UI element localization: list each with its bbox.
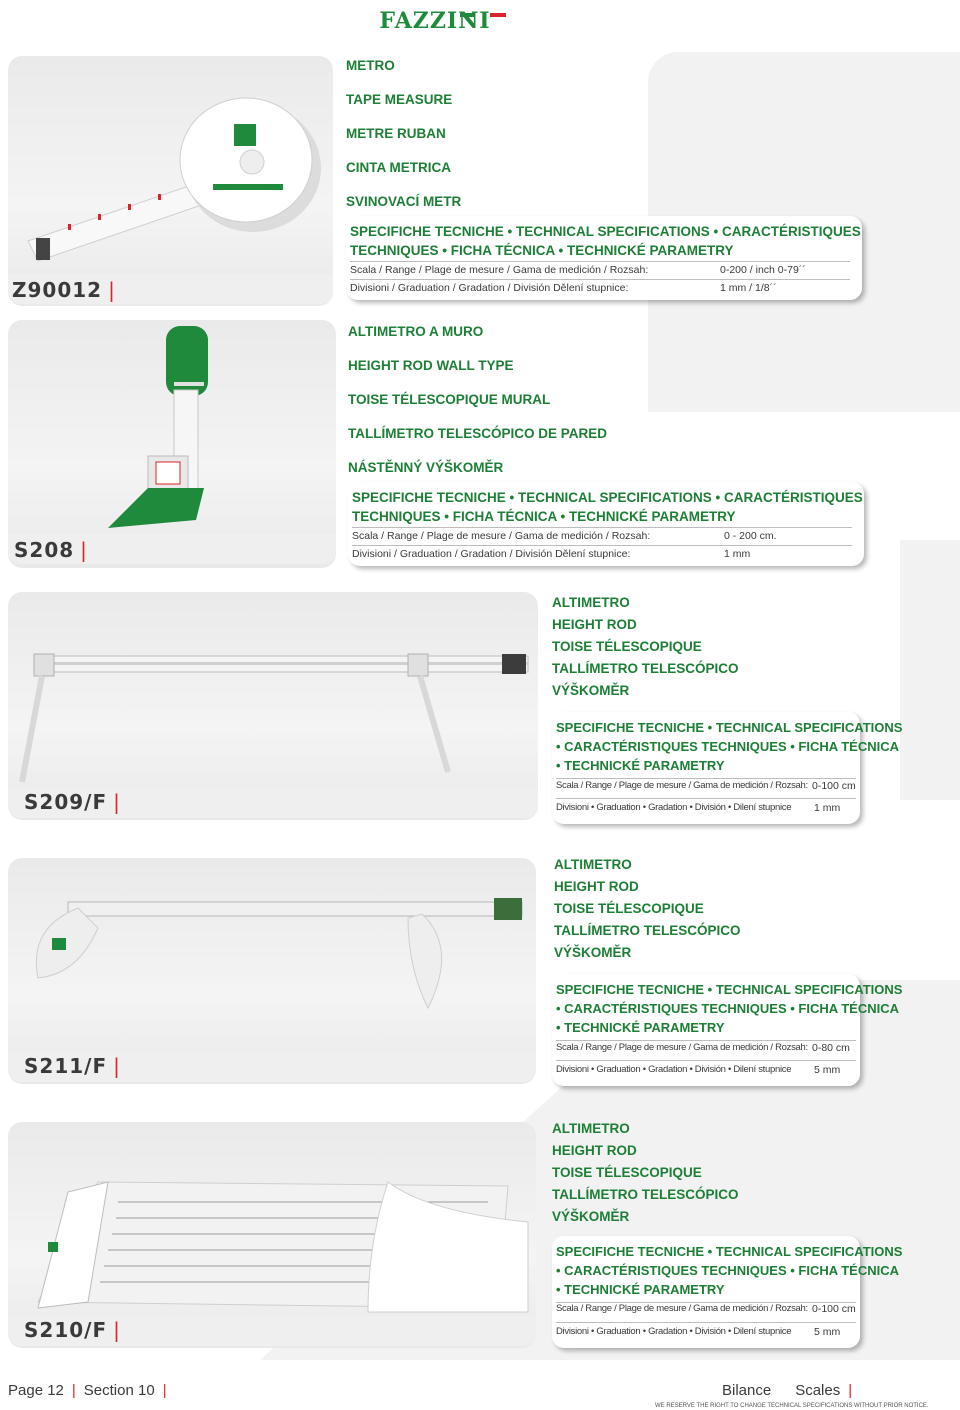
- brand-logo: FAZZINI: [379, 8, 491, 34]
- spec-label: Divisioni / Graduation / Gradation / División Dělení stupnice:: [350, 282, 629, 294]
- spec-title-line: • CARACTÉRISTIQUES TECHNIQUES • FICHA TÉCNICA: [556, 739, 900, 754]
- divider: [350, 279, 850, 280]
- infantometer-image: [8, 1122, 536, 1316]
- product-name-it: ALTIMETRO: [552, 1121, 630, 1136]
- product-code: Z90012: [12, 278, 103, 302]
- product-code: S211/F: [24, 1054, 108, 1078]
- product-name-fr: METRE RUBAN: [346, 126, 446, 141]
- product-name-cz: VÝŠKOMĚR: [552, 683, 630, 698]
- spec-title-line: • TECHNICKÉ PARAMETRY: [556, 1020, 725, 1035]
- product-name-es: TALLÍMETRO TELESCÓPICO: [552, 661, 739, 676]
- spec-value: 1 mm: [724, 548, 751, 560]
- product-name-es: TALLÍMETRO TELESCÓPICO: [554, 923, 741, 938]
- product-name-es: CINTA METRICA: [346, 160, 451, 175]
- spec-value: 0-80 cm: [812, 1042, 850, 1054]
- spec-box: [348, 482, 864, 566]
- spec-label: Divisioni • Graduation • Gradation • División • Dilení stupnice: [556, 802, 792, 813]
- footer-title-en: Scales: [795, 1382, 841, 1399]
- spec-title-line: SPECIFICHE TECNICHE • TECHNICAL SPECIFICATIONS • CARACTÉRISTIQUES: [352, 490, 863, 505]
- spec-value: 0-200 / inch 0-79´´: [720, 264, 806, 276]
- spec-title-line: TECHNIQUES • FICHA TÉCNICA • TECHNICKÉ PARAMETRY: [350, 243, 734, 258]
- divider: [556, 778, 856, 779]
- spec-row-range: [350, 264, 648, 276]
- spec-row-graduation: [556, 1064, 791, 1075]
- product-name-it: METRO: [346, 58, 395, 73]
- spec-value: 0-100 cm: [812, 1303, 856, 1315]
- product-name-es: TALLÍMETRO TELESCÓPICO DE PARED: [348, 426, 608, 441]
- product-name-cz: SVINOVACÍ METR: [346, 194, 462, 209]
- product-name-it: ALTIMETRO: [554, 857, 632, 872]
- product-photo: S209/F |: [8, 592, 538, 820]
- spec-label: Scala / Range / Plage de mesure / Gama de medición / Rozsah:: [556, 1303, 808, 1314]
- divider: [350, 261, 850, 262]
- product-photo: S211/F |: [8, 858, 536, 1084]
- product-name-cz: NÁSTĚNNÝ VÝŠKOMĚR: [348, 460, 504, 475]
- spec-title-line: • CARACTÉRISTIQUES TECHNIQUES • FICHA TÉCNICA: [556, 1001, 900, 1016]
- spec-label: Scala / Range / Plage de mesure / Gama de medición / Rozsah:: [556, 780, 808, 791]
- page-number: Page 12: [8, 1382, 64, 1399]
- spec-row-graduation: [350, 282, 628, 294]
- spec-value: 0 - 200 cm.: [724, 530, 777, 542]
- product-code: S209/F: [24, 790, 108, 814]
- spec-label: Scala / Range / Plage de mesure / Gama de medición / Rozsah:: [556, 1042, 808, 1053]
- product-name-en: TAPE MEASURE: [346, 92, 453, 107]
- spec-label: Divisioni / Graduation / Gradation / División Dělení stupnice:: [352, 548, 631, 560]
- product-photo: S210/F |: [8, 1122, 536, 1348]
- product-name-en: HEIGHT ROD: [552, 617, 637, 632]
- spec-row-range: [556, 1042, 808, 1053]
- spec-value: 5 mm: [814, 1064, 841, 1076]
- footer-left: Page 12 | Section 10 |: [8, 1382, 167, 1399]
- spec-label: Scala / Range / Plage de mesure / Gama de medición / Rozsah:: [352, 530, 651, 542]
- spec-title-line: SPECIFICHE TECNICHE • TECHNICAL SPECIFICATIONS: [556, 1244, 903, 1259]
- spec-label: Divisioni • Graduation • Gradation • División • Dilení stupnice: [556, 1326, 792, 1337]
- spec-label: Divisioni • Graduation • Gradation • División • Dilení stupnice: [556, 1064, 792, 1075]
- product-name-cz: VÝŠKOMĚR: [554, 945, 632, 960]
- product-name-en: HEIGHT ROD WALL TYPE: [348, 358, 514, 373]
- wall-height-rod-image: [8, 320, 336, 540]
- spec-box: [346, 216, 862, 300]
- spec-value: 1 mm: [814, 802, 841, 814]
- product-photo: S208 |: [8, 320, 336, 568]
- product-name-it: ALTIMETRO: [552, 595, 630, 610]
- product-code: S210/F: [24, 1318, 108, 1342]
- height-rod-image: [8, 858, 536, 1052]
- product-name-en: HEIGHT ROD: [552, 1143, 637, 1158]
- spec-title-line: SPECIFICHE TECNICHE • TECHNICAL SPECIFICATIONS • CARACTÉRISTIQUES: [350, 224, 861, 239]
- product-name-cz: VÝŠKOMĚR: [552, 1209, 630, 1224]
- product-name-fr: TOISE TÉLESCOPIQUE MURAL: [348, 392, 551, 407]
- product-name-it: ALTIMETRO A MURO: [348, 324, 484, 339]
- tape-measure-image: [8, 56, 333, 276]
- footer-title-it: Bilance: [722, 1382, 772, 1399]
- spec-title-line: • CARACTÉRISTIQUES TECHNIQUES • FICHA TÉCNICA: [556, 1263, 900, 1278]
- product-name-fr: TOISE TÉLESCOPIQUE: [552, 1165, 702, 1180]
- spec-value: 0-100 cm: [812, 780, 856, 792]
- spec-row-range: [556, 1303, 808, 1314]
- spec-row-range: [352, 530, 650, 542]
- product-photo: Z90012 |: [8, 56, 333, 306]
- section-label: Section 10: [83, 1382, 155, 1399]
- spec-title-line: • TECHNICKÉ PARAMETRY: [556, 758, 725, 773]
- product-code: S208: [14, 538, 75, 562]
- spec-box: [552, 1236, 903, 1348]
- product-name-es: TALLÍMETRO TELESCÓPICO: [552, 1187, 739, 1202]
- spec-box: [552, 712, 903, 824]
- spec-box: [552, 974, 903, 1086]
- spec-row-graduation: [352, 548, 630, 560]
- divider: [556, 1060, 856, 1061]
- spec-title-line: SPECIFICHE TECNICHE • TECHNICAL SPECIFICATIONS: [556, 720, 903, 735]
- background-shape: [900, 540, 960, 800]
- divider: [556, 1040, 856, 1041]
- spec-value: 5 mm: [814, 1326, 841, 1338]
- divider: [352, 527, 852, 528]
- disclaimer: WE RESERVE THE RIGHT TO CHANGE TECHNICAL SPECIFICATIONS WITHOUT PRIOR NOTICE.: [655, 1403, 929, 1409]
- divider: [556, 798, 856, 799]
- product-name-fr: TOISE TÉLESCOPIQUE: [554, 901, 704, 916]
- spec-row-range: [556, 780, 808, 791]
- footer-right: Bilance Scales |: [722, 1382, 853, 1399]
- spec-row-graduation: [556, 802, 791, 813]
- spec-title-line: • TECHNICKÉ PARAMETRY: [556, 1282, 725, 1297]
- spec-row-graduation: [556, 1326, 791, 1337]
- divider: [556, 1322, 856, 1323]
- spec-title-line: SPECIFICHE TECNICHE • TECHNICAL SPECIFICATIONS: [556, 982, 903, 997]
- height-rod-image: [8, 592, 538, 788]
- spec-title-line: TECHNIQUES • FICHA TÉCNICA • TECHNICKÉ PARAMETRY: [352, 509, 736, 524]
- spec-value: 1 mm / 1/8´´: [720, 282, 777, 294]
- product-name-fr: TOISE TÉLESCOPIQUE: [552, 639, 702, 654]
- product-name-en: HEIGHT ROD: [554, 879, 639, 894]
- spec-label: Scala / Range / Plage de mesure / Gama de medición / Rozsah:: [350, 264, 649, 276]
- divider: [352, 545, 852, 546]
